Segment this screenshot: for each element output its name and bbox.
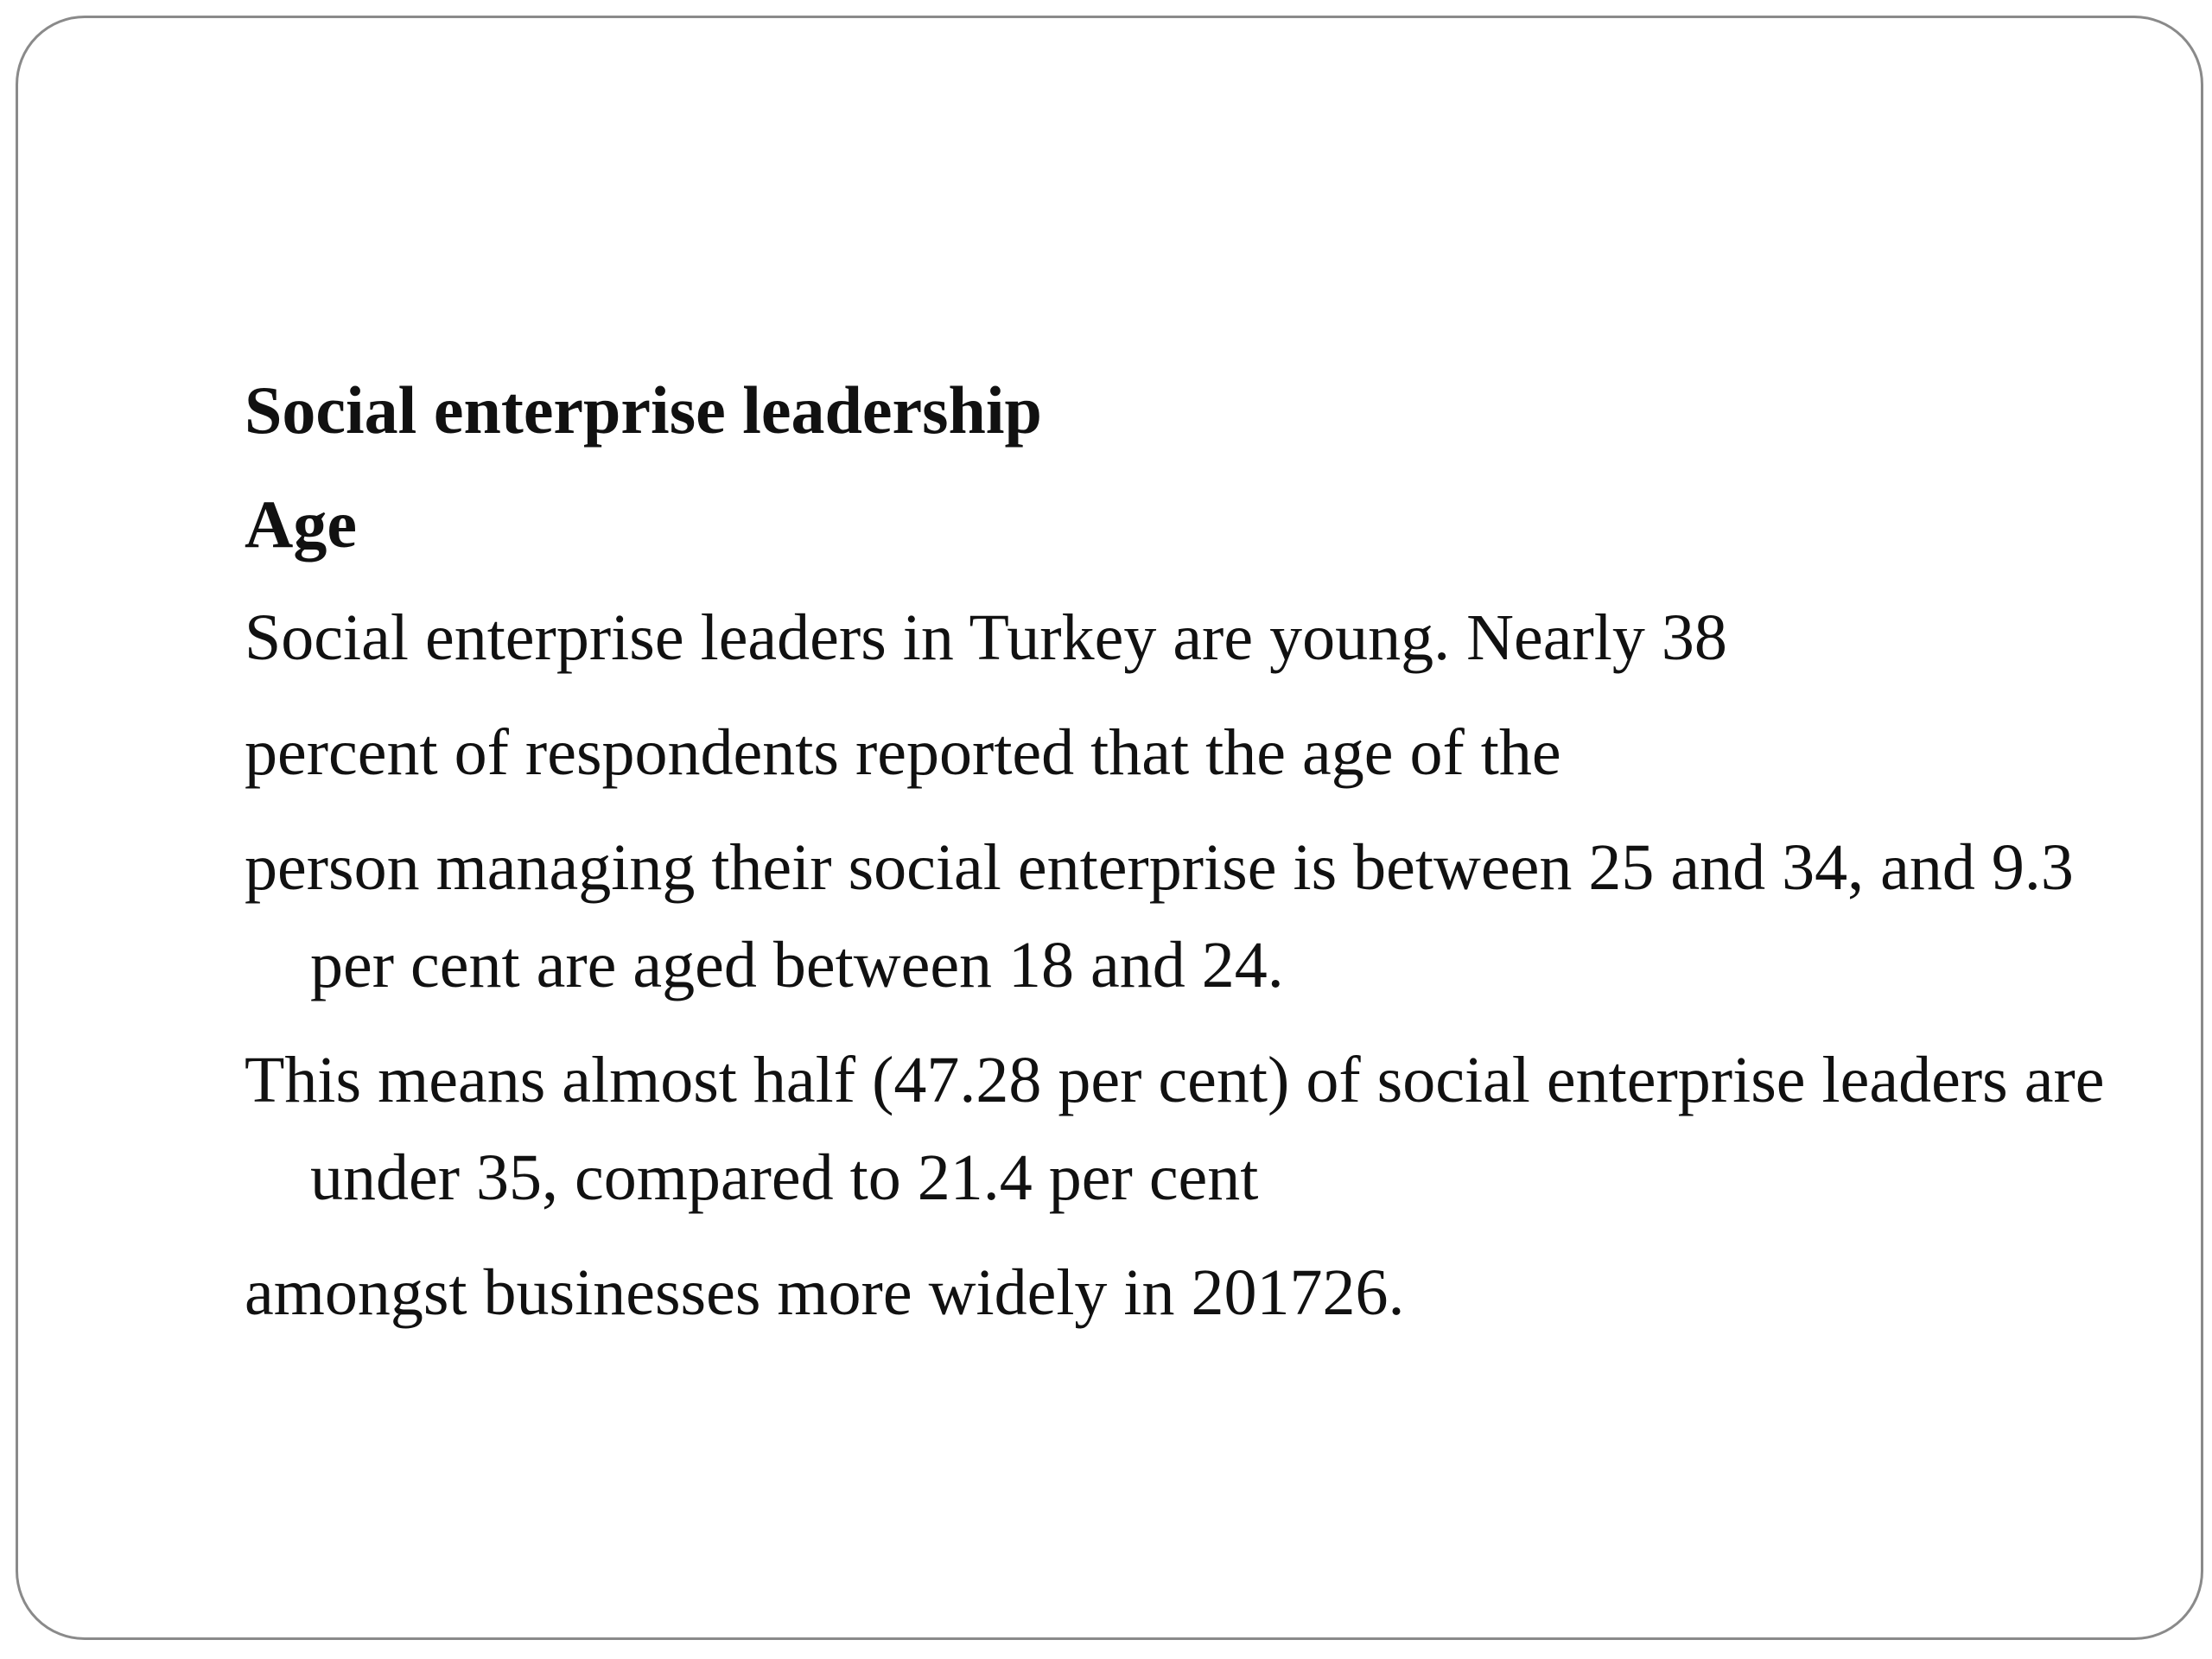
body-paragraph: This means almost half (47.28 per cent) of social enterprise leaders are under 35, compared to 21.4 per cent [245, 1044, 2105, 1214]
body-paragraph: amongst businesses more widely in 201726. [245, 1256, 1405, 1329]
section-heading-age: Age [245, 486, 357, 562]
slide-content [245, 361, 2145, 1359]
body-paragraph: Social enterprise leaders in Turkey are young. Nearly 38 [245, 601, 1727, 674]
body-paragraph: person managing their social enterprise is between 25 and 34, and 9.3 per cent are aged between 18 and 24. [245, 831, 2074, 1001]
body-paragraph: percent of respondents reported that the age of the [245, 716, 1561, 789]
slide-title: Social enterprise leadership [245, 372, 1042, 448]
